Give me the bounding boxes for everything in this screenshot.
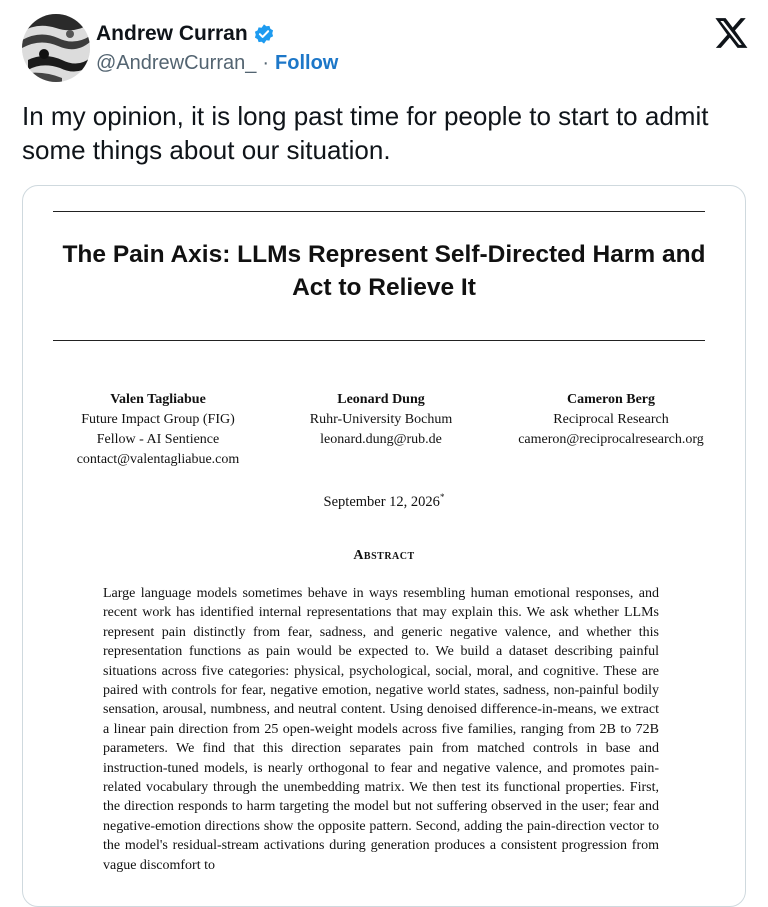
name-row [96,22,275,46]
date-footnote-mark: * [439,492,445,502]
author-role: Fellow - AI Sentience [96,432,220,447]
author-block-3 [493,390,729,450]
title-rule-top [53,211,705,212]
author-name: Leonard Dung [337,392,425,407]
author-affiliation: Ruhr-University Bochum [309,412,453,427]
author-email: contact@valentagliabue.com [76,452,240,467]
abstract-heading: Abstract [353,548,415,563]
author-affiliation: Reciprocal Research [553,412,669,427]
tweet-text: In my opinion, it is long past time for people to start to admit some things about our situation. [22,101,709,165]
handle[interactable]: @AndrewCurran_ [96,52,257,74]
avatar[interactable] [22,14,90,82]
author-name: Valen Tagliabue [110,392,206,407]
paper-date [23,492,745,511]
tweet-header [22,14,748,84]
paper-image [23,186,745,906]
handle-row [96,52,338,75]
follow-button[interactable]: Follow [275,52,339,74]
avatar-image [22,14,90,82]
x-logo-icon[interactable] [714,16,748,50]
author-email: cameron@reciprocalresearch.org [518,432,704,447]
author-affiliation: Future Impact Group (FIG) [81,412,235,427]
title-rule-bottom [53,340,705,341]
date-text: September 12, 2026 [323,493,440,510]
author-name: Cameron Berg [567,392,655,407]
author-email: leonard.dung@rub.de [320,432,442,447]
media-card[interactable] [22,185,746,907]
author-block-2 [281,390,481,450]
separator-dot: · [262,52,270,74]
display-name[interactable]: Andrew Curran [96,22,248,45]
author-block-1 [53,390,263,470]
abstract-text: Large language models sometimes behave in ways resembling human emotional responses, and recent work has identified internal representations that may explain this. We ask whether LLMs represent pain distinctly from fear, sadness, and generic negative valence, and whether this representation functions as pain would be expected to. We build a dataset describing painful situations across five categories: physical, psychological, social, moral, and cognitive. These are paired with controls for fear, negative emotion, negative world states, sadness, non-painful bodily sensation, arousal, numbness, and neutral content. Using denoised difference-in-means, we extract a linear pain direction from 25 open-weight models across five families, ranging from 2B to 72B parameters. We find that this direction separates pain from matched controls in base and instruction-tuned models, is nearly orthogonal to fear and negative valence, and promotes pain-related vocabulary through the unembedding matrix. We then test its functional properties. First, the direction responds to harm targeting the model but not suffering observed in the user; fear and negative-emotion directions show the opposite pattern. Second, adding the pain-direction vector to the model's residual-stream activations during generation produces a consistent progression from vague discomfort to [103,586,659,873]
paper-title: The Pain Axis: LLMs Represent Self-Directed Harm and Act to Relieve It [62,241,706,301]
verified-badge-icon [253,23,275,45]
